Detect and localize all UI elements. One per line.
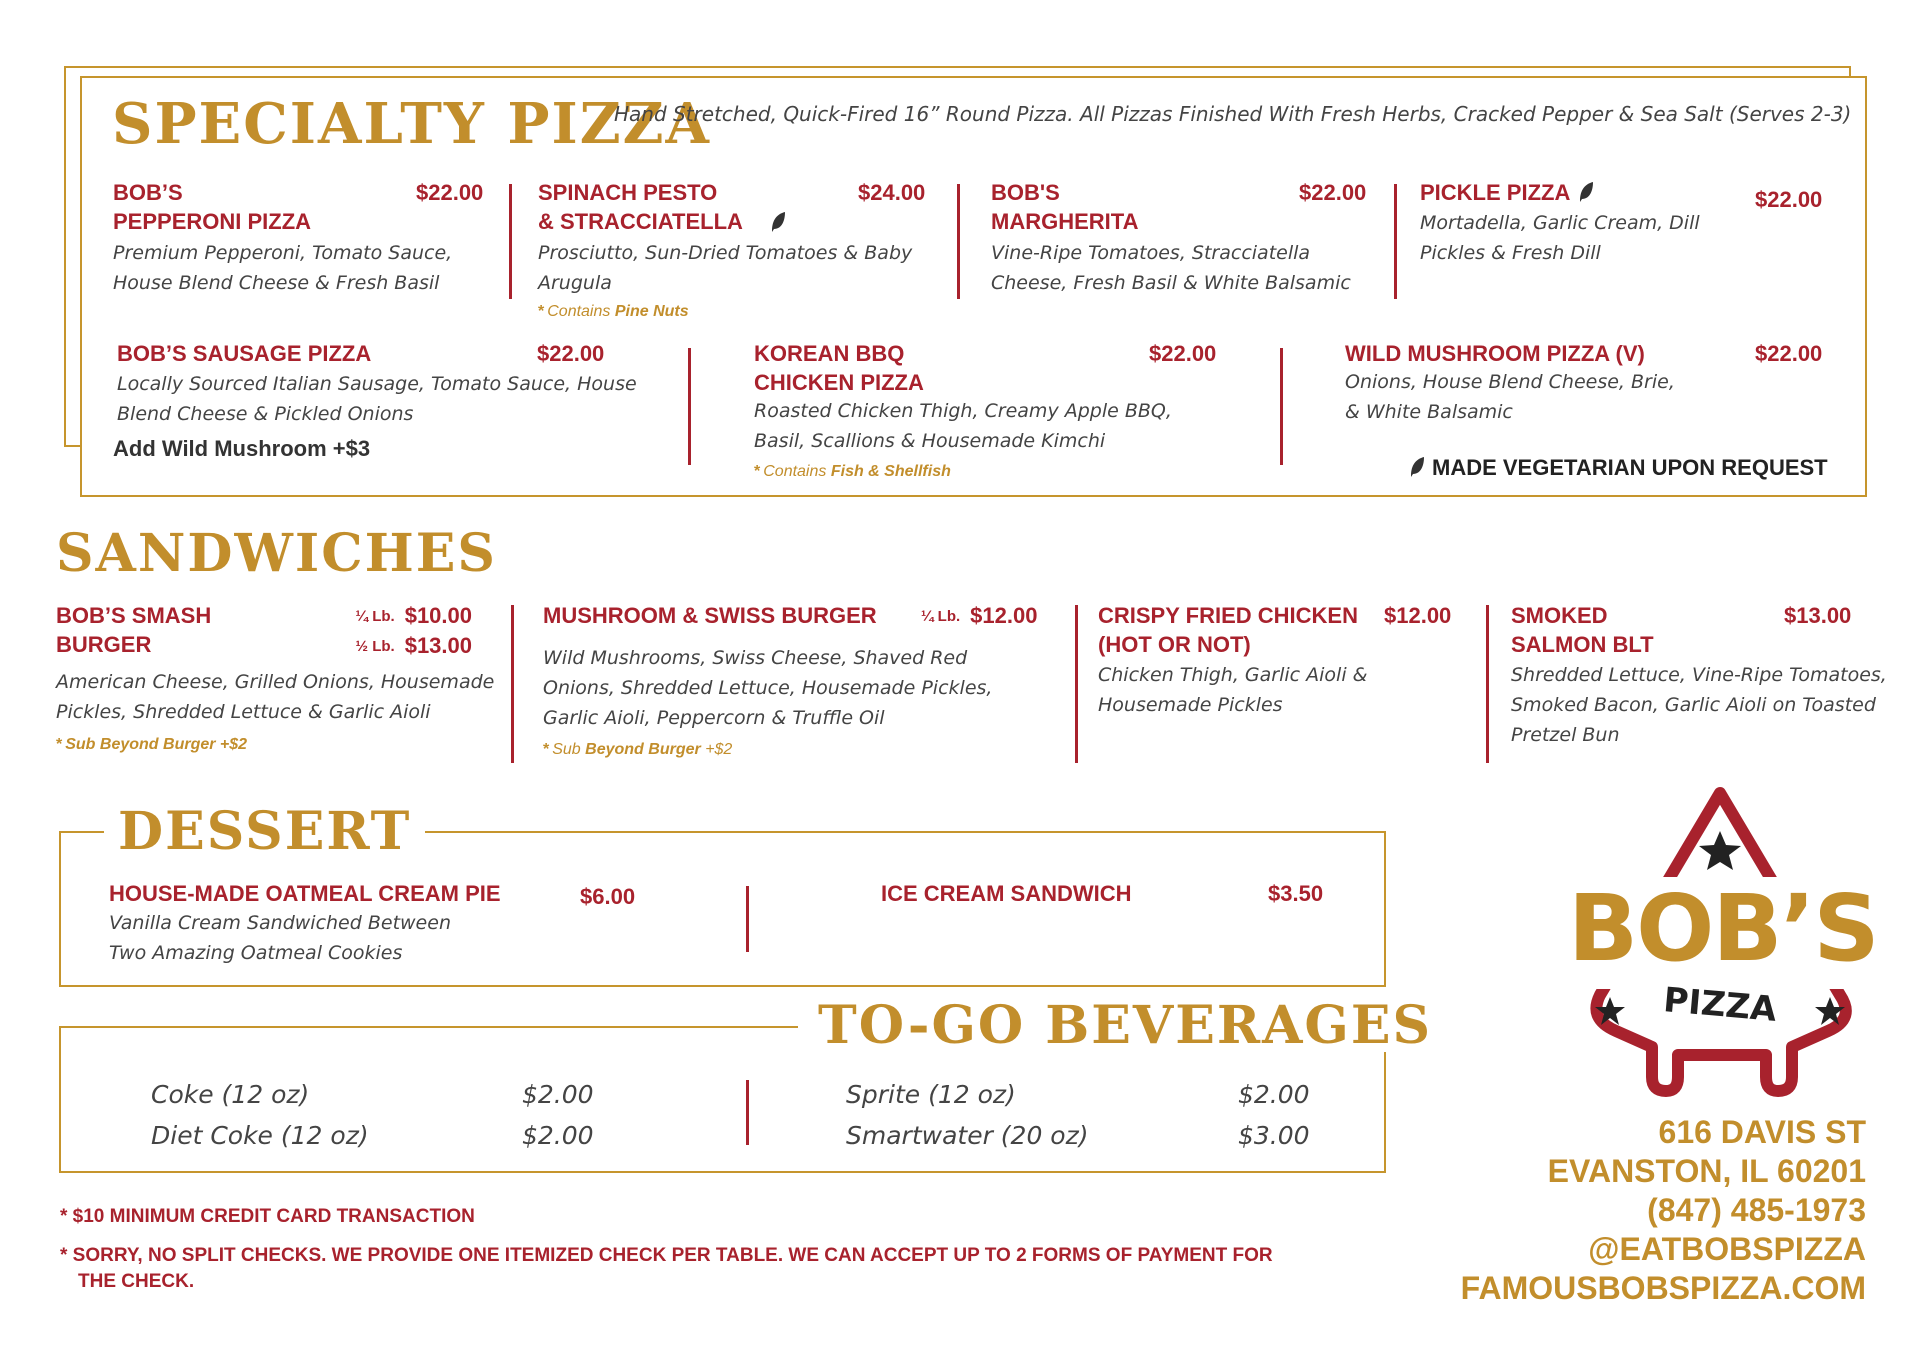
item-description: Locally Sourced Italian Sausage, Tomato Sauce, House Blend Cheese & Pickled Onions [117, 373, 637, 425]
item-price: $22.00 [1755, 341, 1823, 366]
item-description: Premium Pepperoni, Tomato Sauce, House Blend Cheese & Fresh Basil [113, 242, 453, 294]
divider [957, 184, 960, 299]
item-description: Vine-Ripe Tomatoes, Stracciatella Cheese, Fresh Basil & White Balsamic [991, 242, 1351, 294]
item-name: HOUSE-MADE OATMEAL CREAM PIE [109, 881, 501, 906]
item-price: $22.00 [416, 180, 484, 205]
social-handle: @EATBOBSPIZZA [1588, 1231, 1866, 1267]
specialty-title: SPECIALTY PIZZA [112, 91, 711, 157]
divider [509, 184, 512, 299]
beverage-price: $2.00 [522, 1121, 594, 1150]
beverage-price: $2.00 [1238, 1080, 1310, 1109]
contact-block [1461, 1113, 1866, 1308]
phone-number: (847) 485-1973 [1647, 1192, 1866, 1228]
item-price: $6.00 [580, 884, 636, 909]
leaf-icon [770, 211, 787, 233]
allergen-note: * Contains Fish & Shellfish [754, 463, 951, 480]
substitution-note: * Sub Beyond Burger +$2 [56, 736, 248, 753]
beverage-name: Diet Coke (12 oz) [151, 1121, 369, 1150]
dessert-title: DESSERT [104, 806, 425, 858]
divider [746, 1080, 749, 1145]
divider [1394, 184, 1397, 299]
item-name: BOB’S SMASH BURGER [56, 603, 212, 657]
addon-text: Add Wild Mushroom +$3 [113, 436, 371, 461]
substitution-note: * Sub Beyond Burger +$2 [543, 741, 733, 758]
item-description: Prosciutto, Sun-Dried Tomatoes & Baby Arugula [538, 242, 913, 294]
item-price: $24.00 [858, 180, 926, 205]
beverage-name: Smartwater (20 oz) [846, 1121, 1089, 1150]
item-description: Onions, House Blend Cheese, Brie, & White Balsamic [1345, 371, 1675, 423]
item-price: $12.00 [1384, 603, 1452, 628]
item-name: MUSHROOM & SWISS BURGER [543, 603, 877, 628]
item-name: BOB’S PEPPERONI PIZZA [113, 180, 312, 234]
vegetarian-note: MADE VEGETARIAN UPON REQUEST [1409, 455, 1828, 481]
address-city: EVANSTON, IL 60201 [1547, 1153, 1866, 1189]
item-price: $22.00 [1755, 187, 1823, 212]
divider [1486, 605, 1489, 763]
credit-card-note: * $10 MINIMUM CREDIT CARD TRANSACTION [60, 1206, 475, 1227]
item-name: ICE CREAM SANDWICH [881, 881, 1132, 906]
item-name: SPINACH PESTO & STRACCIATELLA [538, 180, 743, 234]
item-description: American Cheese, Grilled Onions, Housemade Pickles, Shredded Lettuce & Garlic Aioli [56, 671, 495, 723]
divider [1280, 348, 1283, 465]
address-street: 616 DAVIS ST [1658, 1114, 1866, 1150]
item-price: $22.00 [537, 341, 605, 366]
beverage-name: Coke (12 oz) [151, 1080, 310, 1109]
item-description: Chicken Thigh, Garlic Aioli & Housemade Pickles [1098, 664, 1368, 716]
split-check-note: * SORRY, NO SPLIT CHECKS. WE PROVIDE ONE ITEMIZED CHECK PER TABLE. WE CAN ACCEPT UP TO 2 FORMS OF PAYMENT FOR THE CHECK. [60, 1245, 1273, 1292]
item-description: Vanilla Cream Sandwiched Between Two Amazing Oatmeal Cookies [109, 912, 451, 964]
star-icon [1699, 831, 1741, 870]
item-name: WILD MUSHROOM PIZZA (V) [1345, 341, 1645, 366]
item-description: Roasted Chicken Thigh, Creamy Apple BBQ, Basil, Scallions & Housemade Kimchi [754, 400, 1172, 452]
allergen-note: * Contains Pine Nuts [538, 303, 689, 320]
item-price: $13.00 [1784, 603, 1852, 628]
item-price: ¼ Lb. $12.00 [921, 603, 1038, 628]
item-name: BOB'S MARGHERITA [991, 180, 1139, 234]
leaf-icon [1578, 181, 1595, 203]
item-price: ¼ Lb. $10.00 ½ Lb. $13.00 [355, 603, 472, 658]
item-description: Shredded Lettuce, Vine-Ripe Tomatoes, Smoked Bacon, Garlic Aioli on Toasted Pretzel Bun [1511, 664, 1887, 746]
bobs-pizza-logo [1560, 785, 1880, 1105]
website: FAMOUSBOBSPIZZA.COM [1460, 1270, 1866, 1306]
item-name: KOREAN BBQ CHICKEN PIZZA [754, 341, 924, 395]
item-name: BOB’S SAUSAGE PIZZA [117, 341, 372, 366]
item-price: $3.50 [1268, 881, 1324, 906]
logo-subword: PIZZA [1661, 980, 1779, 1030]
item-name: SMOKED SALMON BLT [1511, 603, 1654, 657]
item-description: Mortadella, Garlic Cream, Dill Pickles & Fresh Dill [1420, 212, 1700, 264]
beverages-title: TO-GO BEVERAGES [798, 1000, 1452, 1052]
divider [688, 348, 691, 465]
item-description: Wild Mushrooms, Swiss Cheese, Shaved Red Onions, Shredded Lettuce, Housemade Pickles, Garlic Aioli, Peppercorn & Truffle Oil [543, 647, 993, 729]
item-name: PICKLE PIZZA [1420, 180, 1571, 205]
divider [511, 605, 514, 763]
beverage-price: $3.00 [1238, 1121, 1310, 1150]
leaf-icon [1409, 456, 1426, 478]
specialty-subtitle: Hand Stretched, Quick-Fired 16” Round Pizza. All Pizzas Finished With Fresh Herbs, Cracked Pepper & Sea Salt (Serves 2-3) [614, 102, 1852, 126]
sandwiches-title: SANDWICHES [56, 523, 497, 584]
logo-wordmark: BOB’S [1568, 875, 1878, 982]
divider [1075, 605, 1078, 763]
item-name: CRISPY FRIED CHICKEN (HOT OR NOT) [1098, 603, 1358, 657]
item-price: $22.00 [1299, 180, 1367, 205]
item-price: $22.00 [1149, 341, 1217, 366]
beverage-price: $2.00 [522, 1080, 594, 1109]
divider [746, 886, 749, 952]
beverage-name: Sprite (12 oz) [846, 1080, 1016, 1109]
